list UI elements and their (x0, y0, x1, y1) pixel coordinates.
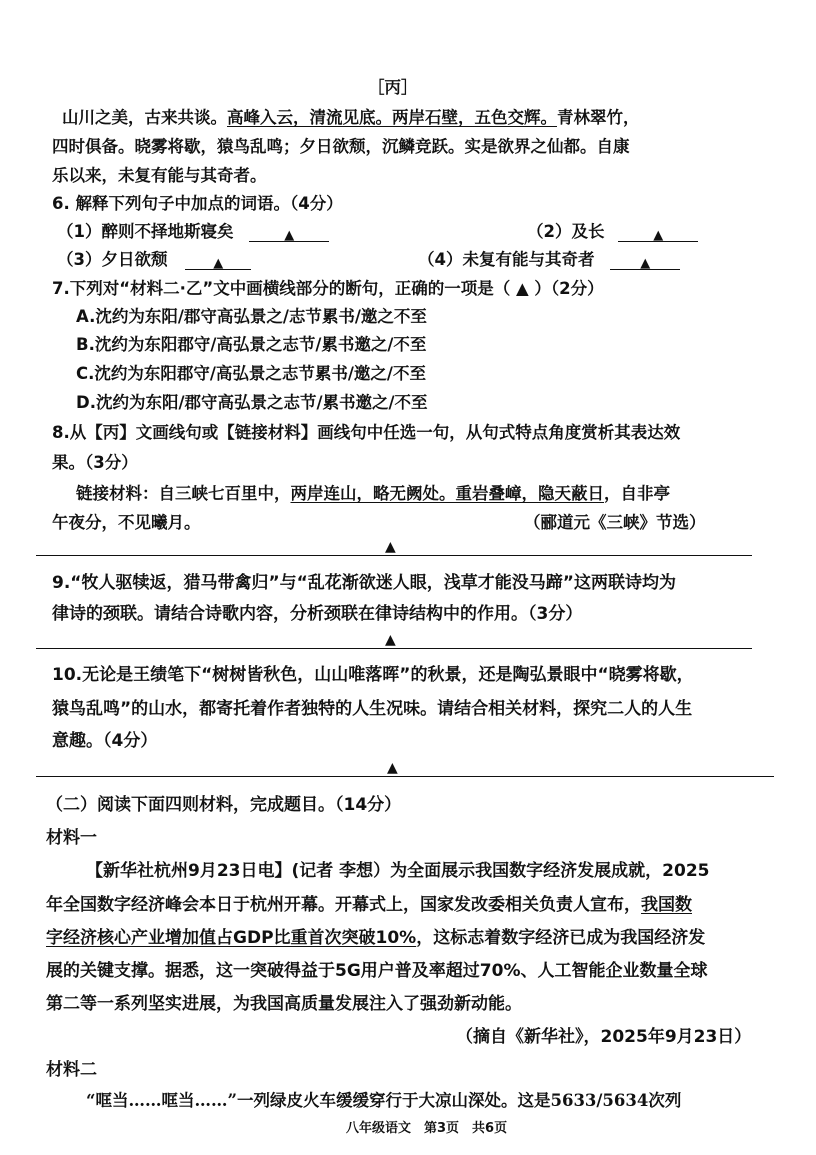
triangle-marker: ▲ (653, 228, 664, 243)
link-material-line1 (76, 480, 670, 504)
q6-item-4-text: （4）未复有能与其奇者 (418, 250, 595, 269)
question-9-line2: 律诗的颈联。请结合诗歌内容，分析颈联在律诗结构中的作用。（3分） (52, 604, 583, 624)
material-1-line1: 【新华社杭州9月23日电】(记者 李想）为全面展示我国数字经济发展成就，2025 (86, 861, 710, 881)
link-text: 链接材料：自三峡七百里中， (76, 484, 291, 503)
underlined-sentence: 两岸连山，略无阙处。重岩叠嶂，隐天蔽日 (290, 484, 604, 503)
material-2-title: 材料二 (46, 1060, 97, 1080)
answer-blank[interactable] (249, 225, 329, 242)
material-1-line5: 第二等一系列坚实进展，为我国高质量发展注入了强劲新动能。 (46, 994, 522, 1014)
answer-blank[interactable] (610, 253, 680, 270)
triangle-marker: ▲ (640, 256, 651, 271)
link-material-line2: 午夜分，不见曦月。 (52, 513, 201, 532)
answer-line-q8[interactable] (36, 555, 752, 556)
q6-item-4 (418, 246, 680, 270)
q6-item-2-text: （2）及长 (527, 222, 605, 241)
passage-bing-line2: 四时俱备。晓雾将歇，猿鸟乱鸣；夕日欲颓，沉鳞竞跃。实是欲界之仙都。自康 (52, 137, 630, 156)
triangle-marker: ▲ (387, 760, 398, 776)
question-8-stem-line1: 8.从【丙】文画线句或【链接材料】画线句中任选一句，从句式特点角度赏析其表达效 (52, 423, 681, 442)
question-9-line1: 9.“牧人驱犊返，猎马带禽归”与“乱花渐欲迷人眼，浅草才能没马蹄”这两联诗均为 (52, 573, 676, 593)
q6-item-1-text: （1）醉则不择地斯寝矣 (57, 222, 234, 241)
material-text: ，这标志着数字经济已成为我国经济发 (416, 928, 706, 948)
passage-text: 山川之美，古来共谈。 (62, 108, 227, 127)
material-text: 年全国数字经济峰会本日于杭州开幕。开幕式上，国家发改委相关负责人宣布， (46, 895, 641, 915)
underlined-sentence: 我国数 (641, 895, 692, 915)
triangle-marker: ▲ (385, 539, 396, 555)
material-1-line4: 展的关键支撑。据悉，这一突破得益于5G用户普及率超过70%、人工智能企业数量全球 (46, 961, 708, 981)
underlined-sentence: 字经济核心产业增加值占GDP比重首次突破10% (46, 928, 417, 948)
triangle-marker: ▲ (213, 256, 224, 271)
question-7-stem: 7.下列对“材料二·乙”文中画横线部分的断句，正确的一项是（ ▲ ）（2分） (52, 279, 604, 298)
q6-item-1 (57, 218, 329, 242)
material-1-line3 (46, 923, 705, 948)
passage-text: 青林翠竹， (557, 108, 640, 127)
link-material-source: （郦道元《三峡》节选） (524, 513, 706, 532)
q6-item-2 (527, 218, 698, 242)
triangle-marker: ▲ (284, 228, 295, 243)
link-text: ，自非亭 (604, 484, 670, 503)
answer-line-q9[interactable] (36, 648, 752, 649)
answer-blank[interactable] (618, 225, 698, 242)
q7-option-d[interactable]: D.沈约为东阳/郡守高弘景之志节/累书邀之/不至 (76, 393, 428, 412)
material-1-title: 材料一 (46, 828, 97, 848)
part2-heading: （二）阅读下面四则材料，完成题目。（14分） (46, 795, 402, 815)
question-6-stem: 6. 解释下列句子中加点的词语。（4分） (52, 194, 343, 213)
question-10-line3: 意趣。（4分） (52, 731, 158, 751)
q6-item-3 (57, 246, 251, 270)
question-10-line2: 猿鸟乱鸣”的山水，都寄托着作者独特的人生况味。请结合相关材料，探究二人的人生 (52, 699, 693, 719)
question-8-stem-line2: 果。（3分） (52, 453, 138, 472)
section-title-bing: ［丙］ (368, 78, 418, 97)
q7-option-a[interactable]: A.沈约为东阳/郡守高弘景之/志节累书/邀之不至 (76, 307, 427, 326)
passage-bing-line3: 乐以来，未复有能与其奇者。 (52, 166, 267, 185)
triangle-marker: ▲ (385, 632, 396, 648)
q6-item-3-text: （3）夕日欲颓 (57, 250, 168, 269)
page-footer: 八年级语文 第3页 共6页 (346, 1121, 508, 1136)
q7-option-b[interactable]: B.沈约为东阳郡守/高弘景之志节/累书邀之/不至 (76, 335, 427, 354)
q7-option-c[interactable]: C.沈约为东阳郡守/高弘景之志节累书/邀之/不至 (76, 364, 426, 383)
material-2-line1: “哐当……哐当……”一列绿皮火车缓缓穿行于大凉山深处。这是5633/5634次列 (86, 1091, 682, 1110)
passage-bing-line1 (62, 104, 640, 128)
underlined-sentence: 高峰入云，清流见底。两岸石壁，五色交辉。 (227, 108, 557, 127)
answer-blank[interactable] (185, 253, 251, 270)
material-1-source: （摘自《新华社》，2025年9月23日） (456, 1027, 752, 1047)
material-1-line2 (46, 890, 692, 915)
question-10-line1: 10.无论是王绩笔下“树树皆秋色，山山唯落晖”的秋景，还是陶弘景眼中“晓雾将歇， (52, 665, 694, 685)
answer-line-q10[interactable] (36, 776, 774, 777)
